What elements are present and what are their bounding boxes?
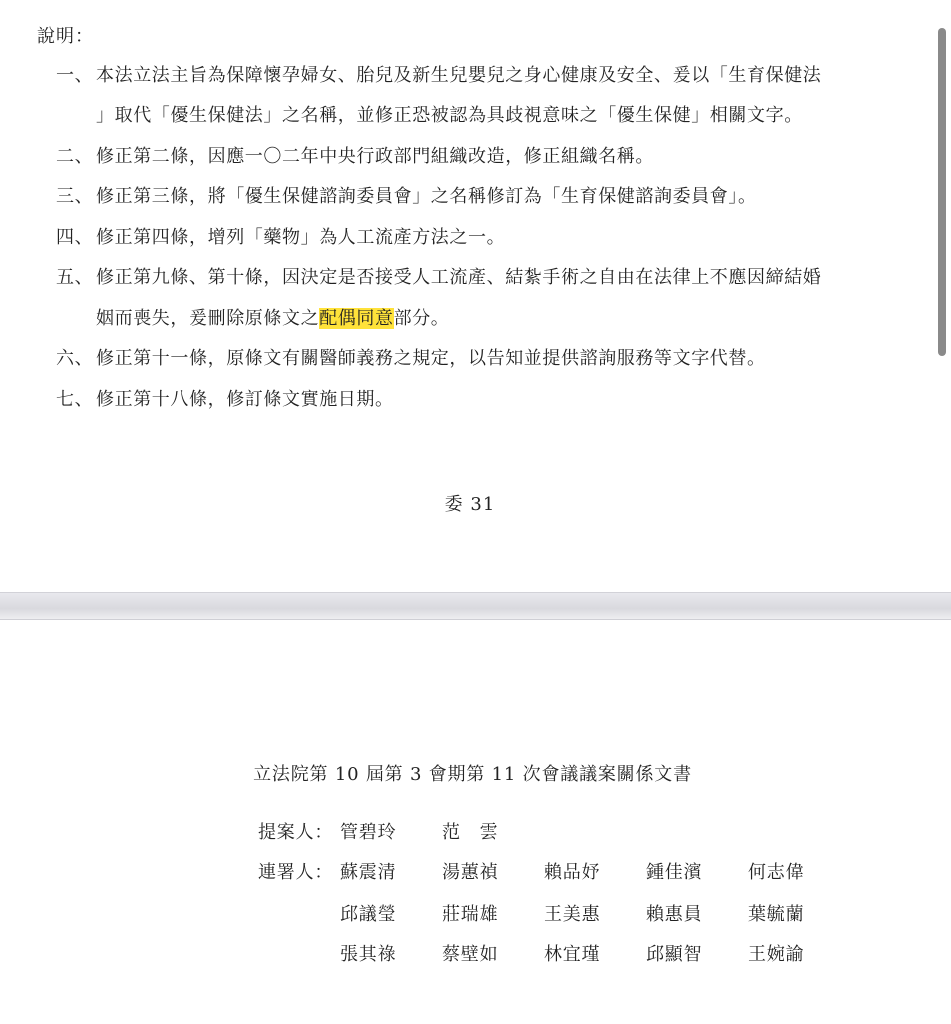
page-number: 委 31 (444, 494, 496, 515)
item-number: 六、 (56, 348, 94, 369)
explanation-item-1-continued: 」取代「優生保健法」之名稱，並修正恐被認為具歧視意味之「優生保健」相關文字。 (96, 105, 803, 126)
cosigner-name: 邱顯智 (646, 944, 703, 965)
item-text-before: 姻而喪失，爰刪除原條文之 (96, 308, 320, 329)
explanation-item-5-continued (96, 299, 449, 339)
item-text: 本法立法主旨為保障懷孕婦女、胎兒及新生兒嬰兒之身心健康及安全、爰以「生育保健法 (96, 65, 822, 86)
proposer-name: 管碧玲 (340, 822, 397, 843)
item-text: 修正第十八條，修訂條文實施日期。 (96, 389, 394, 410)
cosigner-name: 湯蕙禎 (442, 862, 499, 883)
explanation-item-3 (56, 177, 916, 217)
cosigner-name: 林宜瑾 (544, 944, 601, 965)
explanation-item-1 (56, 56, 916, 96)
explanation-item-4 (56, 218, 916, 258)
highlighted-text[interactable]: 配偶同意 (319, 308, 394, 329)
cosigner-name: 蔡壁如 (442, 944, 499, 965)
explanation-item-7 (56, 380, 916, 420)
cosigner-name: 賴品妤 (544, 862, 601, 883)
explanation-heading: 說明： (37, 26, 94, 47)
item-text-after: 部分。 (393, 308, 450, 329)
cosigner-name: 莊瑞雄 (442, 904, 499, 925)
item-text: 修正第十一條，原條文有關醫師義務之規定，以告知並提供諮詢服務等文字代替。 (96, 348, 766, 369)
cosigner-name: 何志偉 (748, 862, 805, 883)
cosigner-name: 葉毓蘭 (748, 904, 805, 925)
vertical-scrollbar[interactable] (938, 0, 951, 1024)
explanation-item-6 (56, 339, 916, 379)
cosigner-name: 王婉諭 (748, 944, 805, 965)
explanation-item-5 (56, 258, 916, 298)
item-number: 二、 (56, 146, 94, 167)
document-title: 立法院第 10 屆第 3 會期第 11 次會議議案關係文書 (253, 764, 692, 785)
item-text: 修正第二條，因應一〇二年中央行政部門組織改造，修正組織名稱。 (96, 146, 654, 167)
item-number: 七、 (56, 389, 94, 410)
cosigner-name: 張其祿 (340, 944, 397, 965)
cosigner-name: 王美惠 (544, 904, 601, 925)
scrollbar-thumb[interactable] (938, 28, 946, 356)
cosigner-name: 賴惠員 (646, 904, 703, 925)
cosigner-label: 連署人： (258, 862, 334, 883)
cosigner-name: 鍾佳濱 (646, 862, 703, 883)
proposer-label: 提案人： (258, 822, 334, 843)
item-number: 四、 (56, 227, 94, 248)
item-text: 修正第九條、第十條，因決定是否接受人工流產、結紮手術之自由在法律上不應因締結婚 (96, 267, 822, 288)
item-number: 一、 (56, 65, 94, 86)
document-page-next (0, 620, 940, 1024)
explanation-item-2 (56, 137, 916, 177)
item-number: 三、 (56, 186, 94, 207)
item-text: 修正第三條，將「優生保健諮詢委員會」之名稱修訂為「生育保健諮詢委員會」。 (96, 186, 757, 207)
item-number: 五、 (56, 267, 94, 288)
proposer-name: 范 雲 (442, 822, 499, 843)
page-separator (0, 592, 951, 620)
item-text: 修正第四條，增列「藥物」為人工流產方法之一。 (96, 227, 506, 248)
cosigner-name: 邱議瑩 (340, 904, 397, 925)
cosigner-name: 蘇震清 (340, 862, 397, 883)
